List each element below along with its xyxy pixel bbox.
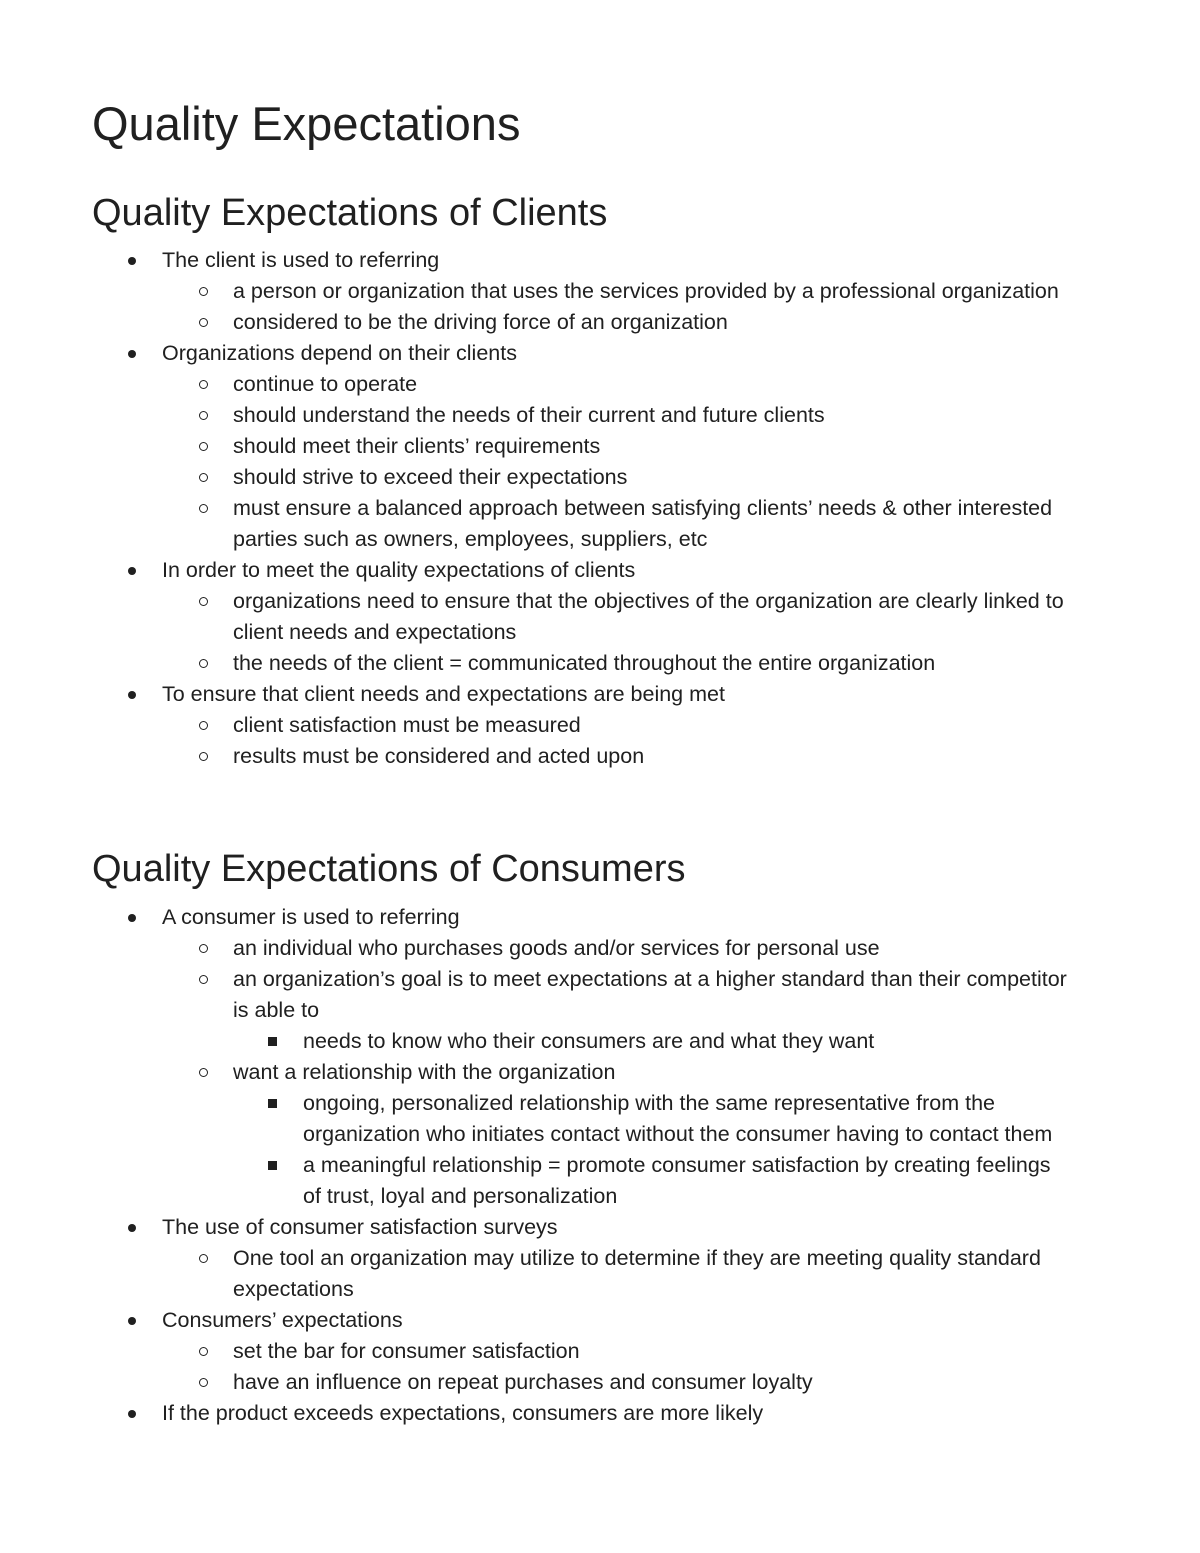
list-item bbox=[92, 710, 1072, 741]
list-item-text: a meaningful relationship = promote consumer satisfaction by creating feelings of trust, loyal and personalization bbox=[303, 1153, 1051, 1208]
bullet-disc-icon bbox=[122, 902, 142, 933]
list-item bbox=[92, 1026, 1072, 1057]
list-item bbox=[92, 307, 1072, 338]
list-item-text: should strive to exceed their expectations bbox=[233, 465, 628, 489]
page-title: Quality Expectations bbox=[92, 97, 521, 150]
list-item-text: continue to operate bbox=[233, 372, 418, 396]
list-item bbox=[92, 338, 1072, 369]
list-item bbox=[92, 462, 1072, 493]
list-item-text: The use of consumer satisfaction surveys bbox=[162, 1215, 558, 1239]
bullet-circle-icon bbox=[193, 1336, 213, 1367]
list-item-text: an organization’s goal is to meet expectations at a higher standard than their competitor is able to bbox=[233, 967, 1067, 1022]
list-item-text: To ensure that client needs and expectations are being met bbox=[162, 682, 725, 706]
list-item-text: needs to know who their consumers are and what they want bbox=[303, 1029, 875, 1053]
bullet-circle-icon bbox=[193, 586, 213, 617]
list-item bbox=[92, 648, 1072, 679]
bullet-disc-icon bbox=[122, 1305, 142, 1336]
bullet-disc-icon bbox=[122, 1398, 142, 1429]
list-item bbox=[92, 276, 1072, 307]
list-item-text: must ensure a balanced approach between satisfying clients’ needs & other interested parties such as owners, employees, suppliers, etc bbox=[233, 496, 1053, 551]
list-item-text: a person or organization that uses the services provided by a professional organization bbox=[233, 279, 1059, 303]
section-heading-consumers: Quality Expectations of Consumers bbox=[92, 848, 686, 890]
bullet-circle-icon bbox=[193, 369, 213, 400]
list-item-text: A consumer is used to referring bbox=[162, 905, 460, 929]
list-item bbox=[92, 400, 1072, 431]
bullet-circle-icon bbox=[193, 648, 213, 679]
bullet-disc-icon bbox=[122, 679, 142, 710]
list-item-text: should meet their clients’ requirements bbox=[233, 434, 601, 458]
bullet-circle-icon bbox=[193, 1057, 213, 1088]
bullet-circle-icon bbox=[193, 933, 213, 964]
list-item-text: If the product exceeds expectations, consumers are more likely bbox=[162, 1401, 764, 1425]
bullet-circle-icon bbox=[193, 741, 213, 772]
list-item bbox=[92, 1212, 1072, 1243]
bullet-circle-icon bbox=[193, 710, 213, 741]
section-heading-clients: Quality Expectations of Clients bbox=[92, 192, 608, 234]
list-item bbox=[92, 245, 1072, 276]
bullet-circle-icon bbox=[193, 400, 213, 431]
bullet-circle-icon bbox=[193, 1243, 213, 1274]
list-item-text: the needs of the client = communicated throughout the entire organization bbox=[233, 651, 936, 675]
bullet-square-icon bbox=[262, 1026, 282, 1057]
list-item bbox=[92, 1398, 1072, 1429]
clients-bullet-list bbox=[92, 245, 1072, 772]
list-item bbox=[92, 902, 1072, 933]
list-item-text: One tool an organization may utilize to determine if they are meeting quality standard expectations bbox=[233, 1246, 1041, 1301]
list-item-text: organizations need to ensure that the objectives of the organization are clearly linked to client needs and expectations bbox=[233, 589, 1064, 644]
list-item bbox=[92, 1057, 1072, 1088]
list-item-text: an individual who purchases goods and/or services for personal use bbox=[233, 936, 880, 960]
bullet-circle-icon bbox=[193, 493, 213, 524]
list-item bbox=[92, 493, 1072, 555]
bullet-circle-icon bbox=[193, 276, 213, 307]
bullet-circle-icon bbox=[193, 1367, 213, 1398]
list-item-text: ongoing, personalized relationship with the same representative from the organization who initiates contact without the consumer having to contact them bbox=[303, 1091, 1053, 1146]
list-item-text: want a relationship with the organization bbox=[233, 1060, 616, 1084]
list-item bbox=[92, 1088, 1072, 1150]
list-item bbox=[92, 1150, 1072, 1212]
list-item-text: considered to be the driving force of an organization bbox=[233, 310, 728, 334]
list-item bbox=[92, 369, 1072, 400]
list-item bbox=[92, 586, 1072, 648]
list-item-text: client satisfaction must be measured bbox=[233, 713, 581, 737]
list-item bbox=[92, 933, 1072, 964]
bullet-square-icon bbox=[262, 1088, 282, 1119]
list-item bbox=[92, 431, 1072, 462]
list-item bbox=[92, 1367, 1072, 1398]
list-item-text: have an influence on repeat purchases and consumer loyalty bbox=[233, 1370, 813, 1394]
list-item bbox=[92, 1336, 1072, 1367]
list-item bbox=[92, 555, 1072, 586]
list-item bbox=[92, 679, 1072, 710]
list-item-text: results must be considered and acted upon bbox=[233, 744, 645, 768]
list-item-text: set the bar for consumer satisfaction bbox=[233, 1339, 580, 1363]
list-item bbox=[92, 1305, 1072, 1336]
list-item bbox=[92, 741, 1072, 772]
list-item-text: In order to meet the quality expectations of clients bbox=[162, 558, 636, 582]
bullet-square-icon bbox=[262, 1150, 282, 1181]
consumers-bullet-list bbox=[92, 902, 1072, 1429]
bullet-circle-icon bbox=[193, 307, 213, 338]
list-item-text: The client is used to referring bbox=[162, 248, 440, 272]
bullet-circle-icon bbox=[193, 964, 213, 995]
list-item bbox=[92, 1243, 1072, 1305]
bullet-disc-icon bbox=[122, 555, 142, 586]
list-item-text: should understand the needs of their current and future clients bbox=[233, 403, 825, 427]
bullet-disc-icon bbox=[122, 1212, 142, 1243]
list-item-text: Consumers’ expectations bbox=[162, 1308, 403, 1332]
list-item bbox=[92, 964, 1072, 1026]
bullet-disc-icon bbox=[122, 338, 142, 369]
bullet-circle-icon bbox=[193, 431, 213, 462]
bullet-circle-icon bbox=[193, 462, 213, 493]
list-item-text: Organizations depend on their clients bbox=[162, 341, 517, 365]
bullet-disc-icon bbox=[122, 245, 142, 276]
